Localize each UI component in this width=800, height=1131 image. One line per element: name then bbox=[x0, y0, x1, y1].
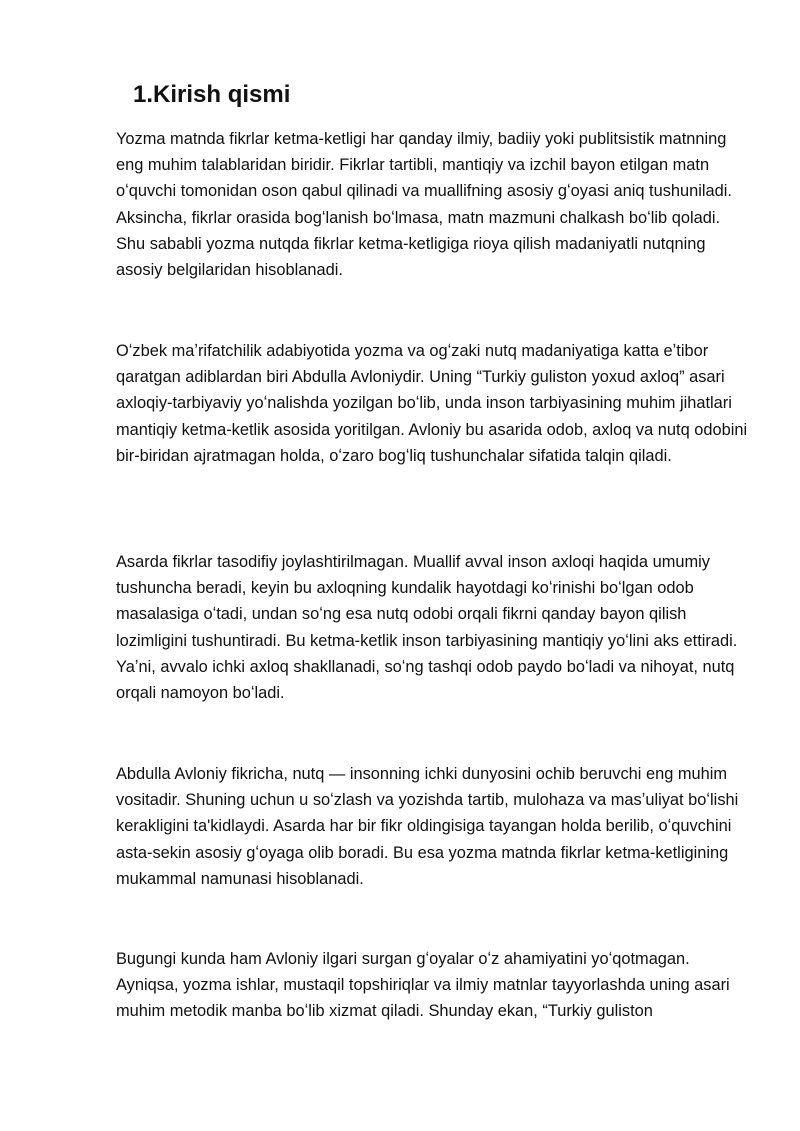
paragraph-3: Asarda fikrlar tasodifiy joylashtirilmagan. Muallif avval inson axloqi haqida umumiy tushuncha beradi, keyin bu axloqning kundalik hayotdagi koʻrinishi boʻlgan odob masalasiga oʻtadi, undan soʻng esa nutq odobi orqali fikrni qanday bayon qilish lozimligini tushuntiradi. Bu ketma-ketlik inson tarbiyasining mantiqiy yoʻlini aks ettiradi. Yaʼni, avvalo ichki axloq shakllanadi, soʻng tashqi odob paydo boʻladi va nihoyat, nutq orqali namoyon boʻladi. bbox=[116, 553, 738, 703]
paragraph-4: Abdulla Avloniy fikricha, nutq — insonning ichki dunyosini ochib beruvchi eng muhim vositadir. Shuning uchun u soʻzlash va yozishda tartib, mulohaza va masʼuliyat boʻlishi kerakligini ta'kidlaydi. Asarda har bir fikr oldingisiga tayangan holda berilib, oʻquvchini asta-sekin asosiy gʻoyaga olib boradi. Bu esa yozma matnda fikrlar ketma-ketligining mukammal namunasi hisoblanadi. bbox=[116, 765, 739, 888]
paragraph-5: Bugungi kunda ham Avloniy ilgari surgan gʻoyalar oʻz ahamiyatini yoʻqotmagan. Ayniqsa, yozma ishlar, mustaqil topshiriqlar va ilmiy matnlar tayyorlashda uning asari muhim metodik manba boʻlib xizmat qiladi. Shunday ekan, “Turkiy guliston bbox=[116, 950, 730, 1021]
paragraph-1: Yozma matnda fikrlar ketma-ketligi har qanday ilmiy, badiiy yoki publitsistik matnning eng muhim talablaridan biridir. Fikrlar tartibli, mantiqiy va izchil bayon etilgan matn oʻquvchi tomonidan oson qabul qilinadi va muallifning asosiy gʻoyasi aniq tushuniladi. Aksincha, fikrlar orasida bogʻlanish boʻlmasa, matn mazmuni chalkash boʻlib qoladi. Shu sababli yozma nutqda fikrlar ketma-ketligiga rioya qilish madaniyatli nutqning asosiy belgilaridan hisoblanadi. bbox=[116, 130, 732, 280]
section-heading: 1.Kirish qismi bbox=[133, 81, 291, 108]
paragraph-2: Oʻzbek maʼrifatchilik adabiyotida yozma va ogʻzaki nutq madaniyatiga katta eʼtibor qaratgan adiblardan biri Abdulla Avloniydir. Uning “Turkiy guliston yoxud axloq” asari axloqiy-tarbiyaviy yoʻnalishda yozilgan boʻlib, unda inson tarbiyasining muhim jihatlari mantiqiy ketma-ketlik asosida yoritilgan. Avloniy bu asarida odob, axloq va nutq odobini bir-biridan ajratmagan holda, oʻzaro bogʻliq tushunchalar sifatida talqin qiladi. bbox=[116, 342, 748, 465]
